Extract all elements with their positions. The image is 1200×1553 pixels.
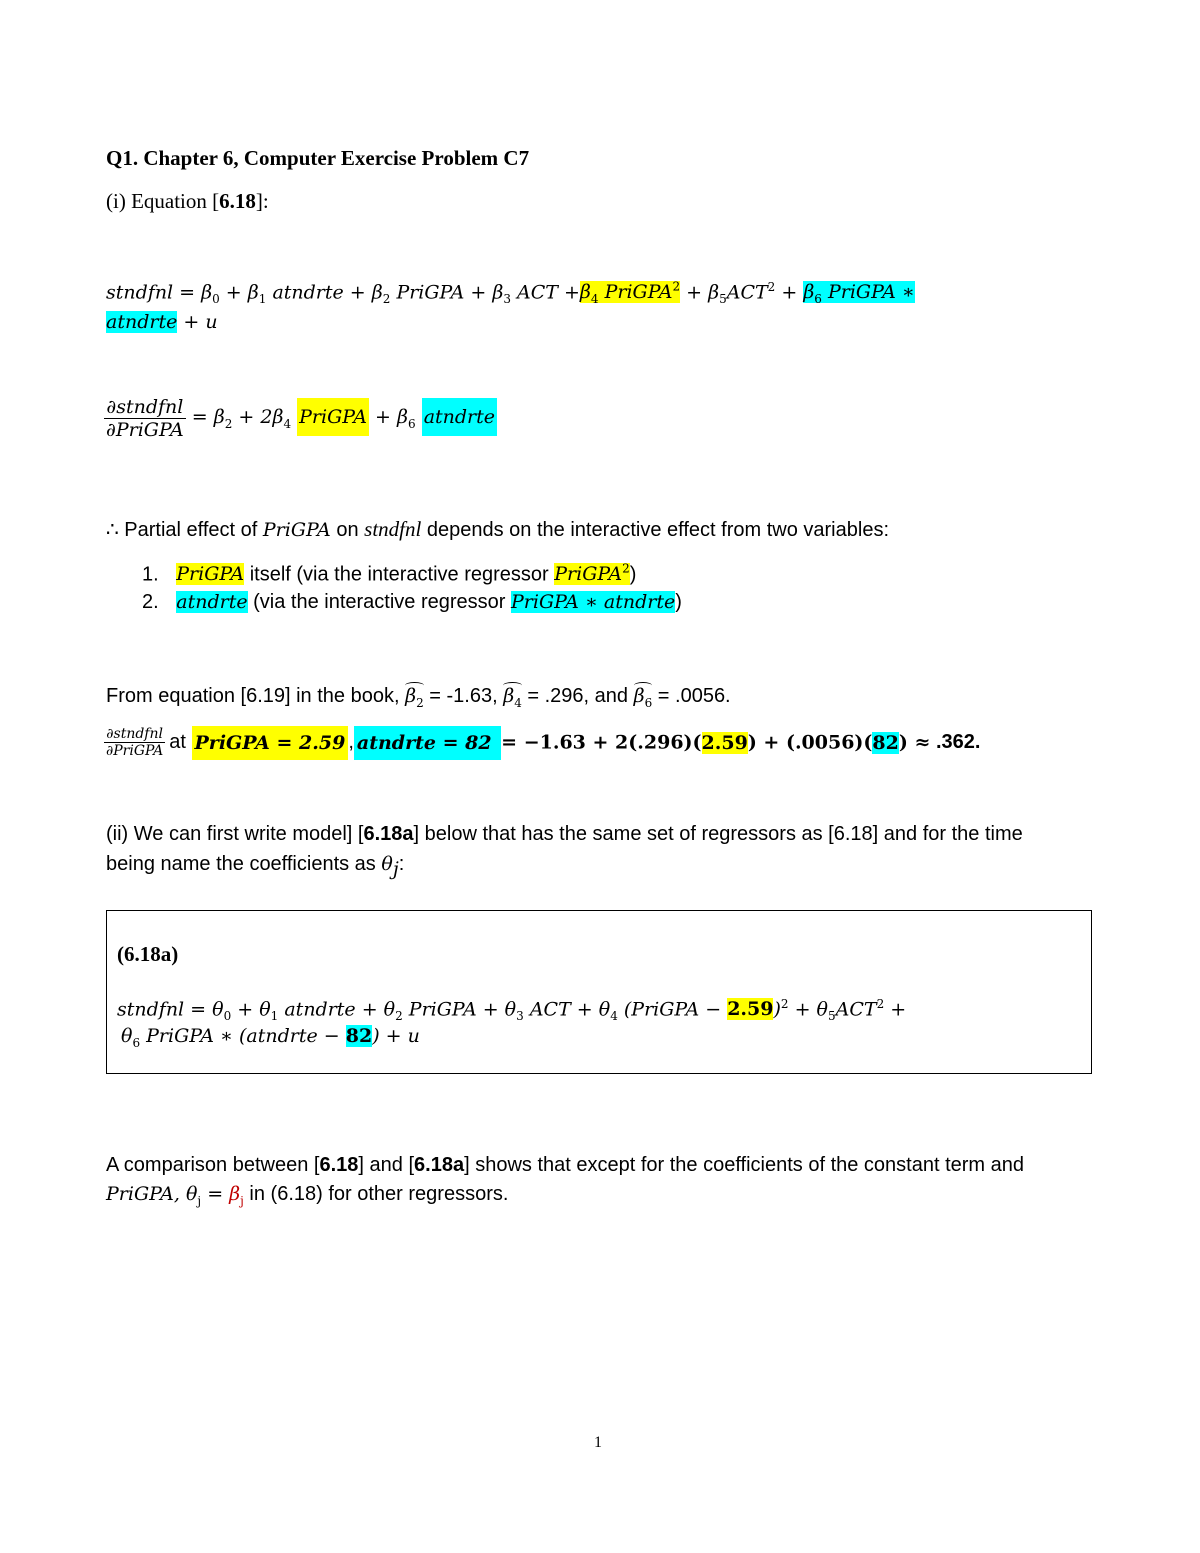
equation-6-18-line2: atndrte + u — [106, 311, 218, 333]
comparison-line1: A comparison between [6.18] and [6.18a] shows that except for the coefficients of the constant term and — [106, 1154, 1025, 1176]
highlight-prigpa: PriGPA — [176, 563, 245, 586]
equation-6-18a-line2: $\theta_6$ PriGPA ∗ (atndrte − 82) + u — [121, 1025, 420, 1050]
comparison-line2: PriGPA, $\theta_j = \beta_j$ in (6.18) for other regressors. — [106, 1183, 509, 1208]
highlight-atndrte-value: atndrte = 82 — [354, 726, 501, 760]
estimates-sentence: From equation [6.19] in the book, $\beta_2 = -1.63$, $\beta_4 = .296$, and $\beta_6 = .0056$. — [106, 685, 731, 710]
calc-fraction: $\frac{\text{∂stndfnl}}{\text{∂PriGPA}}$ — [106, 726, 164, 759]
highlight-atndrte: atndrte — [422, 398, 497, 436]
highlight-259: 2.59 — [727, 998, 774, 1021]
highlight-atndrte: atndrte — [176, 591, 248, 613]
highlight-82: 82 — [345, 1025, 373, 1047]
page-title: Q1. Chapter 6, Computer Exercise Problem C7 — [106, 146, 530, 170]
highlight-beta4-term: $\beta_4$ PriGPA$^2$ — [579, 280, 681, 307]
page-number: 1 — [594, 1434, 602, 1451]
highlight-prigpa: PriGPA — [297, 398, 369, 436]
equation-6-18-line1: stndfnl = $\beta_0 + \beta_1$ atndrte + $\beta_2$ PriGPA + $\beta_3$ ACT $+\beta_4$ PriGPA$^2$ + $\beta_5ACT^2 + \beta_6$ PriGPA ∗ — [106, 280, 915, 307]
highlight-prigpa-squared: PriGPA$^2$ — [554, 562, 630, 586]
box-label: (6.18a) — [117, 942, 179, 966]
partial-effect-calculation: $\frac{\text{∂stndfnl}}{\text{∂PriGPA}}$ at PriGPA = 2.59 , atndrte = 82 = −1.63 + 2(.296)(2.59) + (.0056)(82) ≈ .362. — [106, 726, 981, 759]
highlight-atndrte: atndrte — [106, 311, 178, 333]
list-item: 2. atndrte (via the interactive regressor PriGPA ∗ atndrte) — [142, 591, 682, 613]
highlight-prigpa-value: PriGPA = 2.59 — [192, 726, 349, 760]
partial-effect-sentence: ∴ Partial effect of PriGPA on stndfnl depends on the interactive effect from two variables: — [106, 517, 889, 541]
partial-derivative-equation: $\frac{\text{∂stndfnl}}{\text{∂PriGPA}}$ = $\beta_2 + 2\beta_4$ PriGPA + $\beta_6$ atndrte — [106, 396, 496, 441]
equation-6-18a-line1: stndfnl = $\theta_0 + \theta_1$ atndrte + $\theta_2$ PriGPA + $\theta_3$ ACT + $\theta_4$ (PriGPA − $2.59)^2 + \theta_5ACT^2$ + — [117, 997, 907, 1024]
part-ii-line2: being name the coefficients as $\theta_j$: — [106, 853, 405, 880]
derivative-fraction: $\frac{\text{∂stndfnl}}{\text{∂PriGPA}}$ — [106, 396, 184, 441]
part-ii-line1: (ii) We can first write model] [6.18a] below that has the same set of regressors as [6.18] and for the time — [106, 823, 1023, 845]
part-i-label: (i) Equation [6.18]: — [106, 189, 269, 213]
list-item: 1. PriGPA itself (via the interactive regressor PriGPA$^2$) — [142, 562, 637, 586]
highlight-interaction-term: PriGPA ∗ atndrte — [511, 591, 676, 613]
highlight-beta6-term: $\beta_6$ PriGPA ∗ — [803, 281, 915, 307]
